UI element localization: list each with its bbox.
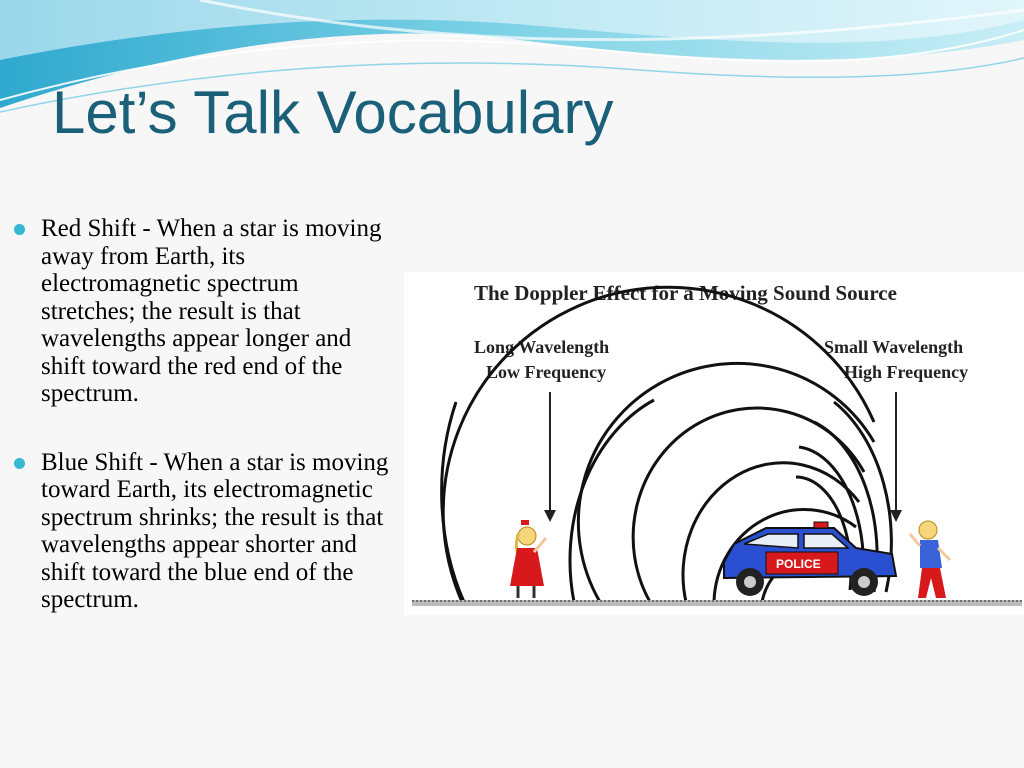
- bullet-text: Blue Shift - When a star is moving toward Earth, its electromagnetic spectrum shrinks; the result is that wavelengths appear shorter and shift toward the blue end of the spectrum.: [41, 448, 389, 613]
- right-arrow-icon: [890, 392, 902, 522]
- girl-observer-icon: [510, 520, 546, 598]
- bullet-list: [14, 215, 394, 655]
- police-label: POLICE: [776, 557, 821, 571]
- bullet-item-red-shift: [14, 215, 394, 408]
- left-label-line2: Low Frequency: [486, 362, 607, 382]
- bullet-dot-icon: [14, 458, 25, 469]
- bullet-text: Red Shift - When a star is moving away from Earth, its electromagnetic spectrum stretches; the result is that wavelengths appear longer and shift toward the red end of the spectrum.: [41, 215, 382, 407]
- bullet-dot-icon: [14, 224, 25, 235]
- left-arrow-icon: [544, 392, 556, 522]
- boy-observer-icon: [910, 521, 950, 598]
- right-label-line1: Small Wavelength: [824, 337, 964, 357]
- ground-line: [412, 600, 1022, 606]
- police-car-icon: [724, 522, 896, 596]
- bullet-item-blue-shift: [14, 449, 394, 614]
- right-label-line2: High Frequency: [844, 362, 969, 382]
- left-label-line1: Long Wavelength: [474, 337, 610, 357]
- diagram-title: The Doppler Effect for a Moving Sound Source: [474, 281, 897, 305]
- slide-title: Let’s Talk Vocabulary: [52, 79, 614, 146]
- doppler-diagram: [404, 272, 1024, 615]
